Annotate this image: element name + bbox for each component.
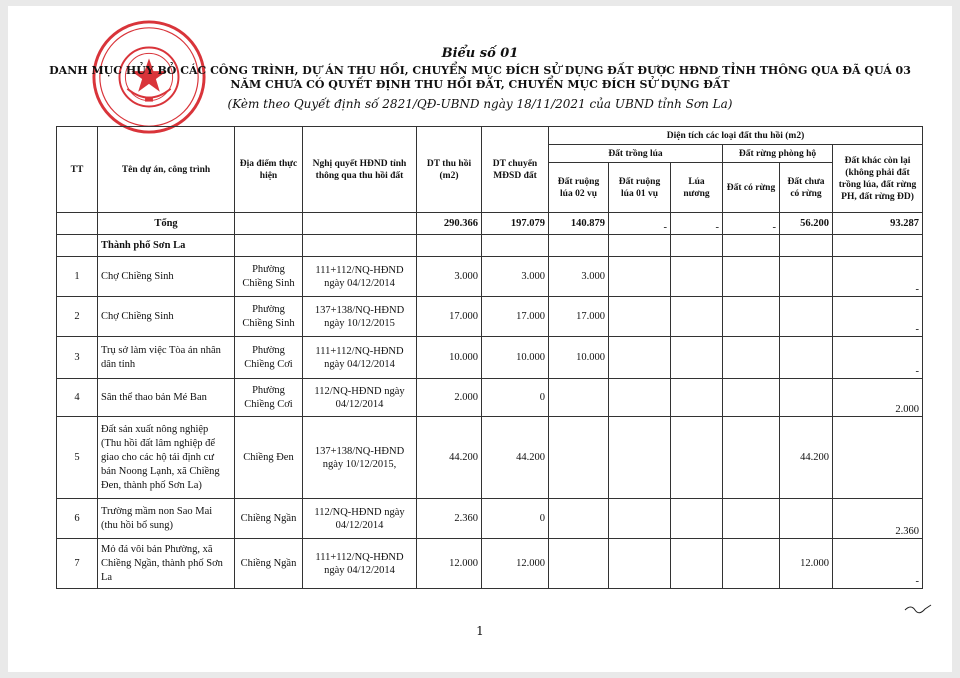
col-header-dt-thu-hoi: DT thu hồi (m2) [417, 127, 482, 213]
row-forest-no [780, 499, 833, 539]
row-rice-2 [549, 539, 609, 589]
row-dt-thu-hoi: 2.000 [417, 379, 482, 417]
row-location: Chiềng Đen [235, 417, 303, 499]
row-other: - [833, 539, 923, 589]
total-dt-thu-hoi: 290.366 [417, 213, 482, 235]
row-dt-chuyen: 3.000 [482, 257, 549, 297]
row-dt-thu-hoi: 12.000 [417, 539, 482, 589]
row-forest-no: 12.000 [780, 539, 833, 589]
row-tt: 7 [57, 539, 98, 589]
page-number: 1 [476, 624, 484, 638]
table-row [57, 379, 923, 417]
row-dt-chuyen: 10.000 [482, 337, 549, 379]
col-header-forest-no: Đất chưa có rừng [780, 163, 833, 213]
row-dt-chuyen: 44.200 [482, 417, 549, 499]
row-resolution: 111+112/NQ-HĐND ngày 04/12/2014 [303, 337, 417, 379]
row-tt: 1 [57, 257, 98, 297]
row-forest-no [780, 257, 833, 297]
row-dt-thu-hoi: 2.360 [417, 499, 482, 539]
row-other [833, 417, 923, 499]
row-dt-chuyen: 17.000 [482, 297, 549, 337]
row-dt-thu-hoi: 17.000 [417, 297, 482, 337]
row-rice-2: 17.000 [549, 297, 609, 337]
total-other: 93.287 [833, 213, 923, 235]
document-subtitle: (Kèm theo Quyết định số 2821/QĐ-UBND ngày 18/11/2021 của UBND tỉnh Sơn La) [227, 97, 733, 111]
row-rice-2 [549, 417, 609, 499]
total-rice-2: 140.879 [549, 213, 609, 235]
col-header-resolution: Nghị quyết HĐND tỉnh thông qua thu hồi đất [303, 127, 417, 213]
col-header-group-forest: Đất rừng phòng hộ [723, 145, 833, 163]
row-location: Chiềng Ngần [235, 539, 303, 589]
total-forest-has: - [723, 213, 780, 235]
row-forest-no [780, 337, 833, 379]
row-tt: 4 [57, 379, 98, 417]
section-label: Thành phố Sơn La [98, 235, 235, 257]
row-dt-thu-hoi: 3.000 [417, 257, 482, 297]
col-header-location: Địa điểm thực hiện [235, 127, 303, 213]
row-name: Sân thể thao bản Mé Ban [98, 379, 235, 417]
total-row [57, 213, 923, 235]
col-header-tt: TT [57, 127, 98, 213]
row-tt: 3 [57, 337, 98, 379]
row-dt-thu-hoi: 10.000 [417, 337, 482, 379]
row-location: Phường Chiềng Sinh [235, 297, 303, 337]
row-dt-chuyen: 12.000 [482, 539, 549, 589]
col-header-dt-chuyen: DT chuyển MĐSD đất [482, 127, 549, 213]
col-header-rice-wet: Lúa nương [671, 163, 723, 213]
row-name: Trường mầm non Sao Mai (thu hồi bổ sung) [98, 499, 235, 539]
row-resolution: 137+138/NQ-HĐND ngày 10/12/2015, [303, 417, 417, 499]
row-rice-2 [549, 379, 609, 417]
row-resolution: 137+138/NQ-HĐND ngày 10/12/2015 [303, 297, 417, 337]
row-resolution: 111+112/NQ-HĐND ngày 04/12/2014 [303, 539, 417, 589]
row-resolution: 112/NQ-HĐND ngày 04/12/2014 [303, 379, 417, 417]
row-forest-no [780, 379, 833, 417]
col-header-rice-2: Đất ruộng lúa 02 vụ [549, 163, 609, 213]
total-dt-chuyen: 197.079 [482, 213, 549, 235]
row-dt-thu-hoi: 44.200 [417, 417, 482, 499]
row-tt: 5 [57, 417, 98, 499]
document-page [8, 6, 952, 672]
col-header-group-main: Diện tích các loại đất thu hồi (m2) [549, 127, 923, 145]
row-other: 2.000 [833, 379, 923, 417]
col-header-rice-1: Đất ruộng lúa 01 vụ [609, 163, 671, 213]
row-resolution: 112/NQ-HĐND ngày 04/12/2014 [303, 499, 417, 539]
row-forest-no [780, 297, 833, 337]
row-name: Đất sản xuất nông nghiệp (Thu hồi đất lâm nghiệp để giao cho các hộ tái định cư bản Noong Lạnh, xã Chiềng Đen, thành phố Sơn La) [98, 417, 235, 499]
row-location: Phường Chiềng Cơi [235, 337, 303, 379]
row-name: Mỏ đá vôi bản Phường, xã Chiềng Ngần, thành phố Sơn La [98, 539, 235, 589]
row-location: Phường Chiềng Cơi [235, 379, 303, 417]
table-row [57, 257, 923, 297]
row-resolution: 111+112/NQ-HĐND ngày 04/12/2014 [303, 257, 417, 297]
document-heading: DANH MỤC HỦY BỎ CÁC CÔNG TRÌNH, DỰ ÁN THU HỒI, CHUYỂN MỤC ĐÍCH SỬ DỤNG ĐẤT ĐƯỢC HĐND TỈNH THÔNG QUA ĐÃ QUÁ 03 NĂM CHƯA CÓ QUYẾT ĐỊNH THU HỒI ĐẤT, CHUYỂN MỤC ĐÍCH SỬ DỤNG ĐẤT [49, 64, 911, 91]
row-rice-2: 3.000 [549, 257, 609, 297]
row-forest-no: 44.200 [780, 417, 833, 499]
row-name: Chợ Chiềng Sinh [98, 297, 235, 337]
row-other: - [833, 297, 923, 337]
total-rice-1: - [609, 213, 671, 235]
land-use-table [56, 126, 923, 589]
table-row [57, 499, 923, 539]
row-other: - [833, 337, 923, 379]
row-rice-2: 10.000 [549, 337, 609, 379]
table-row [57, 539, 923, 589]
row-name: Trụ sở làm việc Tòa án nhân dân tỉnh [98, 337, 235, 379]
row-name: Chợ Chiềng Sinh [98, 257, 235, 297]
total-forest-no: 56.200 [780, 213, 833, 235]
row-location: Phường Chiềng Sinh [235, 257, 303, 297]
row-other: 2.360 [833, 499, 923, 539]
row-other: - [833, 257, 923, 297]
total-label: Tổng [98, 213, 235, 235]
col-header-name: Tên dự án, công trình [98, 127, 235, 213]
col-header-other: Đất khác còn lại (không phải đất trồng lúa, đất rừng PH, đất rừng ĐD) [833, 145, 923, 213]
table-row [57, 337, 923, 379]
col-header-forest-has: Đất có rừng [723, 163, 780, 213]
form-title: Biểu số 01 [441, 46, 519, 61]
row-location: Chiềng Ngần [235, 499, 303, 539]
row-dt-chuyen: 0 [482, 379, 549, 417]
table-row [57, 297, 923, 337]
row-rice-2 [549, 499, 609, 539]
row-tt: 2 [57, 297, 98, 337]
row-tt: 6 [57, 499, 98, 539]
section-row [57, 235, 923, 257]
total-rice-wet: - [671, 213, 723, 235]
row-dt-chuyen: 0 [482, 499, 549, 539]
col-header-group-rice: Đất trồng lúa [549, 145, 723, 163]
signature-mark-icon [903, 602, 933, 616]
table-row [57, 417, 923, 499]
